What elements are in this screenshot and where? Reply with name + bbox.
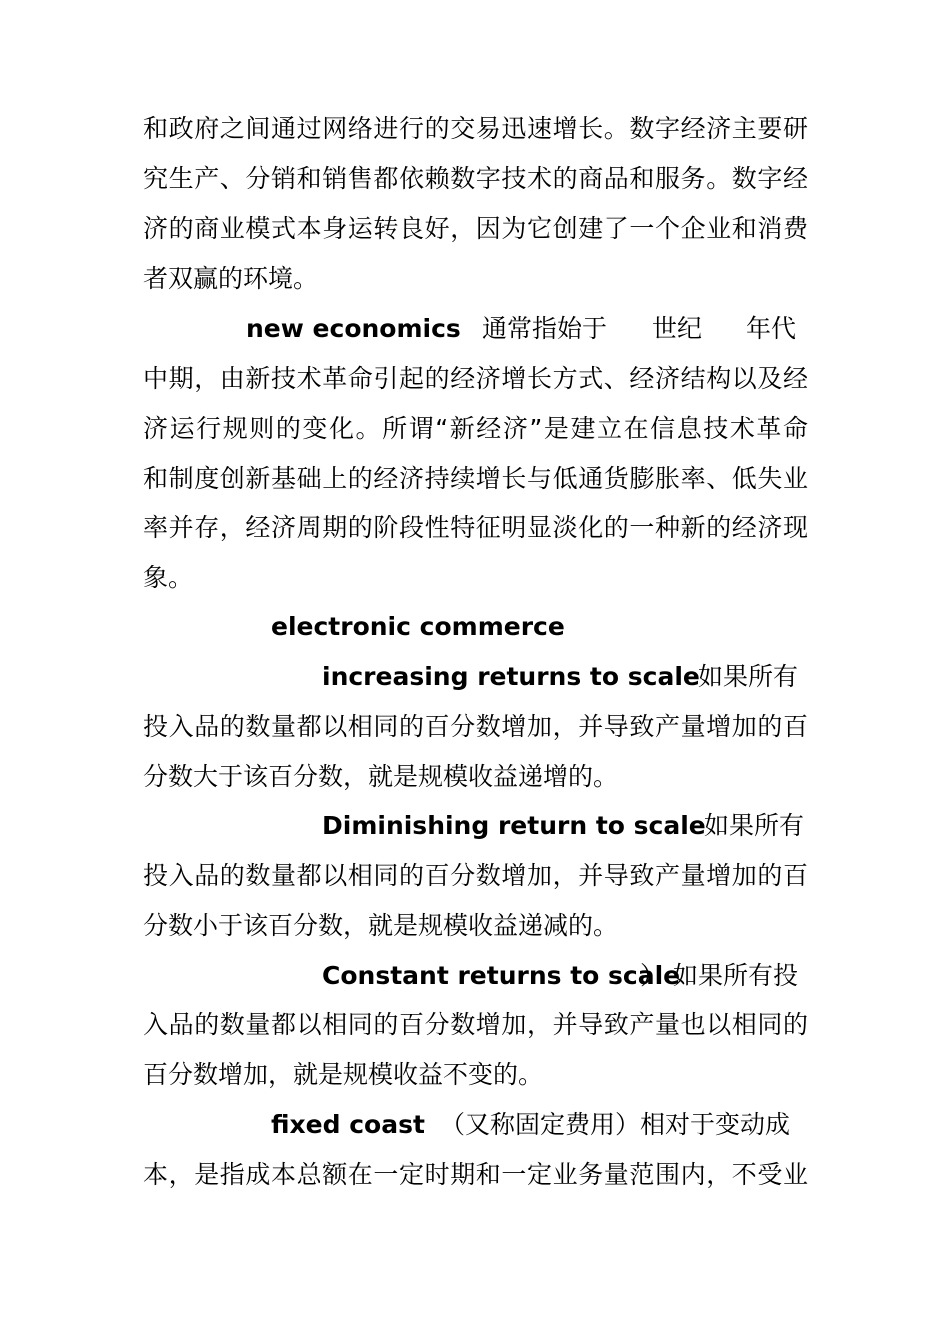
text-line: 分数小于该百分数，就是规模收益递减的。 xyxy=(143,911,619,940)
term-line xyxy=(0,312,950,346)
text-line: 究生产、分销和销售都依赖数字技术的商品和服务。数字经 xyxy=(143,164,808,193)
term-electronic-commerce: electronic commerce xyxy=(271,612,565,641)
text-segment: 世纪 xyxy=(652,314,703,343)
text-line: 本，是指成本总额在一定时期和一定业务量范围内，不受业 xyxy=(143,1160,808,1189)
text-line: 率并存，经济周期的阶段性特征明显淡化的一种新的经济现 xyxy=(143,513,808,542)
text-segment: 通常指始于 xyxy=(482,314,608,343)
text-segment: 年代 xyxy=(746,314,797,343)
text-line: 投入品的数量都以相同的百分数增加，并导致产量增加的百 xyxy=(143,861,808,890)
term-diminishing-return: Diminishing return to scale xyxy=(322,811,706,840)
term-new-economics: new economics xyxy=(246,314,461,343)
term-constant-returns: Constant returns to scale xyxy=(322,961,681,990)
text-line: 百分数增加，就是规模收益不变的。 xyxy=(143,1060,544,1089)
text-line: 入品的数量都以相同的百分数增加，并导致产量也以相同的 xyxy=(143,1010,808,1039)
term-line xyxy=(0,809,950,843)
text-segment: ） 如果所有投 xyxy=(640,961,798,990)
text-line: 济的商业模式本身运转良好，因为它创建了一个企业和消费 xyxy=(143,214,808,243)
term-line xyxy=(0,959,950,993)
text-line: 中期，由新技术革命引起的经济增长方式、经济结构以及经 xyxy=(143,364,808,393)
term-fixed-coast: fixed coast xyxy=(271,1110,425,1139)
text-line: 和政府之间通过网络进行的交易迅速增长。数字经济主要研 xyxy=(143,114,808,143)
text-line: 投入品的数量都以相同的百分数增加，并导致产量增加的百 xyxy=(143,712,808,741)
text-line: 分数大于该百分数，就是规模收益递增的。 xyxy=(143,762,619,791)
text-segment: （又称固定费用）相对于变动成 xyxy=(440,1110,791,1139)
text-line: 济运行规则的变化。所谓“新经济”是建立在信息技术革命 xyxy=(143,414,808,443)
text-segment: 如果所有 xyxy=(704,811,805,840)
term-line xyxy=(0,660,950,694)
text-line: 者双赢的环境。 xyxy=(143,264,319,293)
text-line: 和制度创新基础上的经济持续增长与低通货膨胀率、低失业 xyxy=(143,464,808,493)
text-segment: 如果所有 xyxy=(698,662,799,691)
term-increasing-returns: increasing returns to scale xyxy=(322,662,700,691)
text-line: 象。 xyxy=(143,563,194,592)
term-line xyxy=(0,610,950,644)
term-line xyxy=(0,1108,950,1142)
